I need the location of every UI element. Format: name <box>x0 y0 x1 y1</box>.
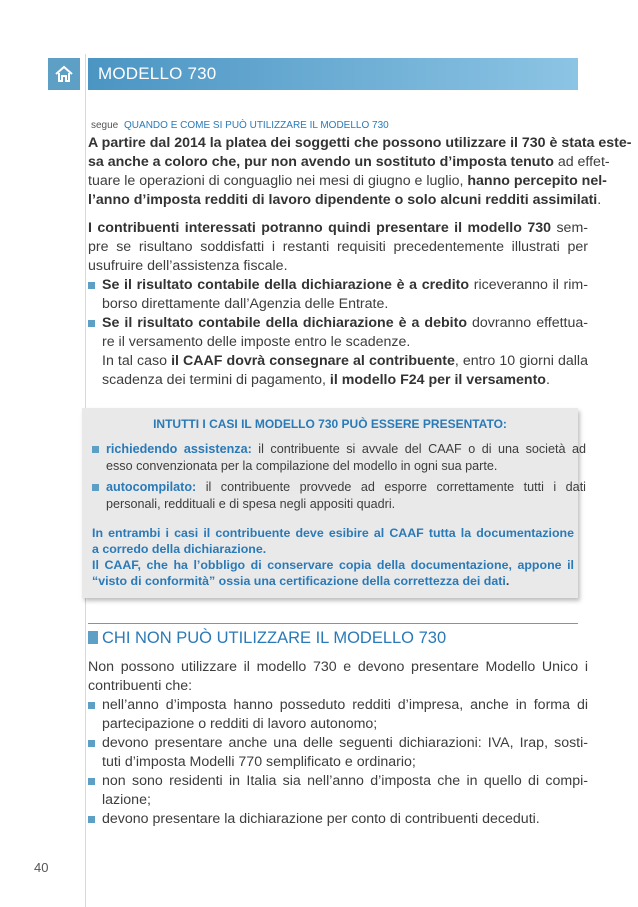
bullet-text: scadenza dei termini di pagamento, <box>102 372 330 388</box>
para2-line3: usufruire dell’assistenza fiscale. <box>88 258 288 274</box>
bullet-text: re il versamento delle imposte entro le scadenze. <box>102 334 411 350</box>
bullet-text: . <box>545 372 550 388</box>
bullet-text: partecipazione o redditi di lavoro autonomo; <box>102 716 378 732</box>
note-line: Il CAAF, che ha l’obbligo di conservare copia della documentazione, appone il <box>92 558 574 572</box>
para1-line2-bold: sa anche a coloro che, pur non avendo un sostituto d’imposta tenuto <box>88 154 554 170</box>
bullet-square <box>92 484 99 491</box>
bullet-text: lazione; <box>102 792 151 808</box>
list-item <box>92 441 586 475</box>
section-rule <box>88 623 578 624</box>
list-item <box>88 696 588 734</box>
note-line: In entrambi i casi il contribuente deve esibire al CAAF tutta la documentazione <box>92 526 574 540</box>
segue-title: QUANDO E COME SI PUÒ UTILIZZARE IL MODELLO 730 <box>124 120 389 131</box>
info-box-heading: INTUTTI I CASI IL MODELLO 730 PUÒ ESSERE PRESENTATO: <box>153 417 507 431</box>
section-title: CHI NON PUÒ UTILIZZARE IL MODELLO 730 <box>102 629 447 647</box>
segue-label: segue <box>91 120 119 131</box>
bullet-square <box>88 702 95 709</box>
bullet-bold: il CAAF dovrà consegnare al contribuente <box>171 353 455 369</box>
bullet-text: esso convenzionata per la compilazione del modello in ogni sua parte. <box>106 459 498 473</box>
page-number: 40 <box>34 860 49 875</box>
bullet-bold: Se il risultato contabile della dichiarazione è a debito <box>102 315 467 331</box>
para1-line3-bold: hanno percepito nel- <box>467 173 607 189</box>
bullet-text: devono presentare anche una delle seguenti dichiarazioni: IVA, Irap, sosti- <box>102 735 588 751</box>
para2-line1-bold: I contribuenti interessati potranno quindi presentare il modello 730 <box>88 220 552 236</box>
eligibility-paragraph <box>88 219 588 390</box>
list-item <box>88 734 588 772</box>
home-icon <box>54 64 74 84</box>
bullet-square <box>88 740 95 747</box>
segue-line <box>91 120 389 131</box>
list-item <box>92 479 586 513</box>
bullet-text: personali, reddituali e di spesa negli appositi quadri. <box>106 497 396 511</box>
bullet-bold: richiedendo assistenza: <box>106 442 252 456</box>
para1-line1: A partire dal 2014 la platea dei soggetti che possono utilizzare il 730 è stata este- <box>88 135 632 151</box>
bullet-text: riceveranno il rim- <box>469 277 588 293</box>
bullet-bold: autocompilato: <box>106 480 197 494</box>
exclusion-section <box>88 658 588 829</box>
para2-line2: pre se risultano soddisfatti i restanti requisiti precedentemente illustrati per <box>88 239 588 255</box>
bullet-square <box>88 282 95 289</box>
bullet-square <box>88 778 95 785</box>
bullet-text: il contribuente si avvale del CAAF o di una società ad <box>251 442 586 456</box>
bullet-text: borso direttamente dall’Agenzia delle Entrate. <box>102 296 389 312</box>
bullet-text: tuti d’imposta Modelli 770 semplificato e ordinario; <box>102 754 416 770</box>
list-item <box>88 276 588 314</box>
note-line: “visto di conformità” ossia una certificazione della correttezza dei dati <box>92 574 506 588</box>
bullet-text: il contribuente provvede ad esporre correttamente tutti i dati <box>196 480 586 494</box>
bullet-text: In tal caso <box>102 353 172 369</box>
para1-line4: . <box>597 192 602 208</box>
para2-line1: sem- <box>551 220 588 236</box>
para1-line3: tuare le operazioni di conguaglio nei mesi di giugno e luglio, <box>88 173 468 189</box>
list-item <box>88 772 588 810</box>
note-line-end: . <box>505 574 510 588</box>
section-heading <box>88 629 446 648</box>
list-item <box>88 314 588 390</box>
bullet-bold: Se il risultato contabile della dichiarazione è a credito <box>102 277 470 293</box>
bullet-square <box>88 816 95 823</box>
intro-paragraph <box>88 134 632 210</box>
list-item <box>88 810 588 829</box>
bullet-text: nell’anno d’imposta hanno posseduto redditi d’impresa, anche in forma di <box>102 697 588 713</box>
bullet-square <box>92 446 99 453</box>
para1-line4-bold: l’anno d’imposta redditi di lavoro dipendente o solo alcuni redditi assimilati <box>88 192 598 208</box>
bullet-square <box>88 320 95 327</box>
info-box-note <box>92 525 574 589</box>
header-bar <box>88 58 578 90</box>
home-button[interactable] <box>48 58 80 90</box>
bullet-text: , entro 10 giorni dalla <box>454 353 588 369</box>
para1-line2: ad effet- <box>553 154 610 170</box>
bullet-text: dovranno effettua- <box>467 315 589 331</box>
section-marker <box>88 631 98 644</box>
section-intro: Non possono utilizzare il modello 730 e devono presentare Modello Unico i <box>88 659 588 675</box>
bullet-bold: il modello F24 per il versamento <box>329 372 546 388</box>
section-intro: contribuenti che: <box>88 678 193 694</box>
bullet-text: non sono residenti in Italia sia nell’anno d’imposta che in quello di compi- <box>102 773 588 789</box>
bullet-text: devono presentare la dichiarazione per conto di contribuenti deceduti. <box>102 811 540 827</box>
note-line: a corredo della dichiarazione. <box>92 542 267 556</box>
header-title: MODELLO 730 <box>98 64 217 83</box>
